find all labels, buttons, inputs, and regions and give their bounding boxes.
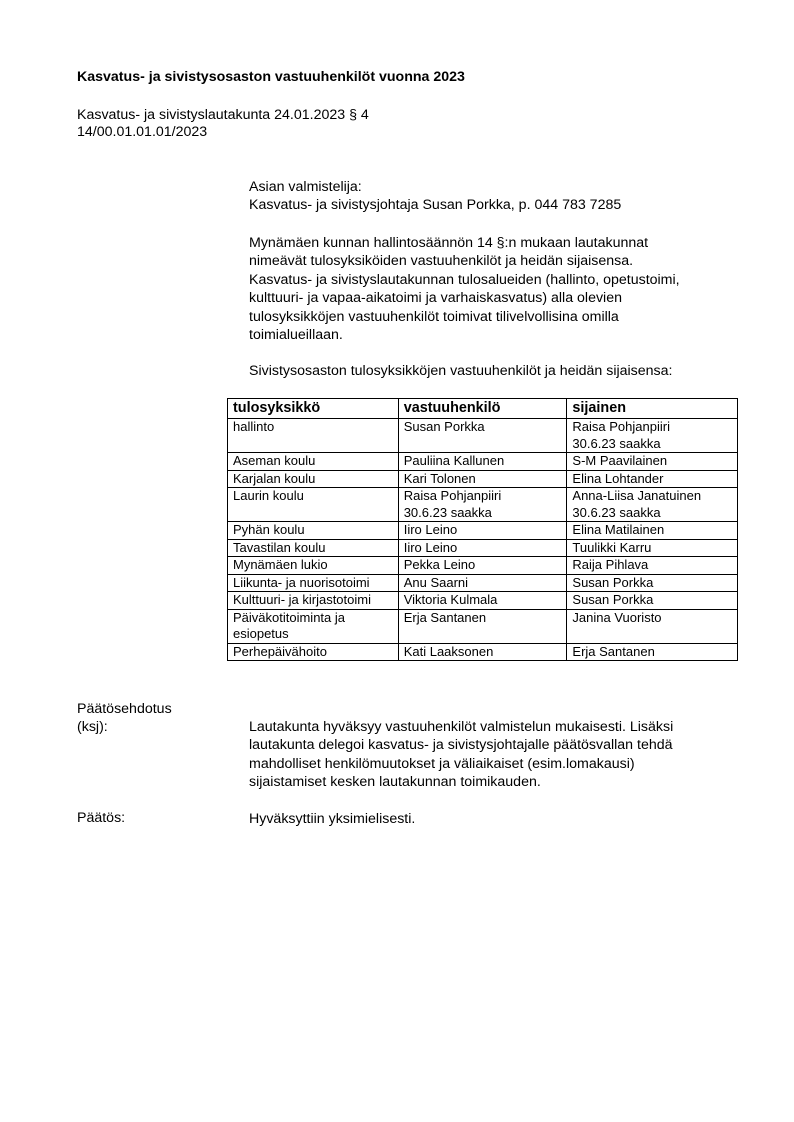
proposal-line: mahdolliset henkilömuutokset ja väliaikaiset (esim.lomakausi) <box>249 755 635 772</box>
table-row <box>228 488 738 522</box>
cell-unit <box>228 574 399 592</box>
cell-unit <box>228 609 399 643</box>
cell-substitute-line: Tuulikki Karru <box>572 539 652 555</box>
cell-substitute <box>567 488 738 522</box>
cell-responsible <box>398 470 567 488</box>
cell-substitute-line: S-M Paavilainen <box>572 453 668 468</box>
cell-unit <box>228 557 399 575</box>
cell-responsible-line: Raisa Pohjanpiiri <box>403 488 502 503</box>
cell-responsible-line: Susan Porkka <box>403 419 485 434</box>
cell-responsible-line: 30.6.23 saakka <box>403 504 492 520</box>
cell-responsible-line: Kari Tolonen <box>403 470 476 486</box>
cell-responsible-line: Viktoria Kulmala <box>403 592 498 607</box>
decision-label: Päätös: <box>77 810 126 826</box>
proposal-label <box>77 700 172 737</box>
cell-responsible-line: Iiro Leino <box>403 522 458 537</box>
preparer-label: Asian valmistelija: <box>249 179 362 195</box>
cell-unit-line: esiopetus <box>233 626 289 641</box>
cell-responsible-line: Erja Santanen <box>403 609 487 625</box>
cell-substitute <box>567 453 738 471</box>
cell-unit-line: Kulttuuri- ja kirjastotoimi <box>233 592 371 607</box>
cell-substitute <box>567 609 738 643</box>
cell-unit-line: Liikunta- ja nuorisotoimi <box>233 574 370 590</box>
table-row <box>228 557 738 575</box>
table-header-row <box>228 399 738 419</box>
cell-substitute-line: Elina Lohtander <box>572 470 664 486</box>
cell-unit-line: Tavastilan koulu <box>233 539 326 555</box>
responsibility-table <box>227 398 738 661</box>
cell-unit-line: Pyhän koulu <box>233 522 305 537</box>
cell-substitute-line: Susan Porkka <box>572 574 654 590</box>
cell-substitute-line: Erja Santanen <box>572 643 655 659</box>
cell-unit <box>228 522 399 540</box>
cell-responsible <box>398 557 567 575</box>
cell-unit <box>228 470 399 488</box>
cell-substitute-line: Susan Porkka <box>572 592 654 607</box>
cell-substitute-line: Raisa Pohjanpiiri <box>572 419 670 434</box>
cell-unit <box>228 419 399 453</box>
cell-substitute <box>567 592 738 610</box>
cell-unit <box>228 453 399 471</box>
table-row <box>228 470 738 488</box>
table-caption-text: Sivistysosaston tulosyksikköjen vastuuhenkilöt ja heidän sijaisensa: <box>249 363 673 379</box>
cell-unit-line: Perhepäivähoito <box>233 643 327 659</box>
cell-substitute <box>567 574 738 592</box>
table-row <box>228 609 738 643</box>
header-unit: tulosyksikkö <box>228 399 399 419</box>
intro-line: nimeävät tulosyksiköiden vastuuhenkilöt ja heidän sijaisensa. <box>249 253 634 270</box>
proposal-label-line1: Päätösehdotus <box>77 701 172 717</box>
meeting-line: Kasvatus- ja sivistyslautakunta 24.01.2023 § 4 <box>77 107 369 123</box>
intro-line: toimialueillaan. <box>249 327 343 344</box>
table-row <box>228 539 738 557</box>
intro-line: Mynämäen kunnan hallintosäännön 14 §:n mukaan lautakunnat <box>249 235 649 251</box>
cell-unit-line: Mynämäen lukio <box>233 557 328 572</box>
cell-substitute <box>567 643 738 661</box>
intro-paragraph <box>249 234 680 344</box>
cell-responsible-line: Anu Saarni <box>403 574 469 590</box>
cell-substitute-line: 30.6.23 saakka <box>572 504 661 520</box>
proposal-line: sijaistamiset kesken lautakunnan toimikauden. <box>249 774 541 791</box>
cell-responsible <box>398 609 567 643</box>
cell-unit-line: hallinto <box>233 419 275 434</box>
intro-line: tulosyksikköjen vastuuhenkilöt toimivat tilivelvollisina omilla <box>249 308 619 325</box>
proposal-line: lautakunta delegoi kasvatus- ja sivistysjohtajalle päätösvallan tehdä <box>249 737 673 754</box>
table-caption <box>249 362 673 380</box>
intro-line: Kasvatus- ja sivistyslautakunnan tulosalueiden (hallinto, opetustoimi, <box>249 271 680 288</box>
cell-substitute <box>567 557 738 575</box>
cell-unit-line: Päiväkotitoiminta ja <box>233 609 345 625</box>
table-body <box>228 419 738 661</box>
cell-unit-line: Karjalan koulu <box>233 470 316 486</box>
record-number: 14/00.01.01.01/2023 <box>77 124 208 140</box>
cell-responsible <box>398 574 567 592</box>
table-row <box>228 592 738 610</box>
cell-responsible <box>398 643 567 661</box>
cell-responsible <box>398 539 567 557</box>
cell-unit <box>228 592 399 610</box>
table-row <box>228 643 738 661</box>
document-title: Kasvatus- ja sivistysosaston vastuuhenkilöt vuonna 2023 <box>77 69 465 85</box>
cell-substitute-line: 30.6.23 saakka <box>572 435 661 451</box>
cell-substitute <box>567 522 738 540</box>
table-row <box>228 522 738 540</box>
decision-text <box>249 810 415 828</box>
header-substitute: sijainen <box>567 399 738 419</box>
decision-text-value: Hyväksyttiin yksimielisesti. <box>249 811 416 827</box>
cell-substitute <box>567 419 738 453</box>
cell-unit-line: Laurin koulu <box>233 488 304 503</box>
cell-responsible-line: Pauliina Kallunen <box>403 453 505 468</box>
cell-substitute <box>567 539 738 557</box>
cell-unit <box>228 488 399 522</box>
proposal-line: Lautakunta hyväksyy vastuuhenkilöt valmistelun mukaisesti. Lisäksi <box>249 719 674 735</box>
preparer-section <box>249 178 621 215</box>
cell-responsible <box>398 419 567 453</box>
cell-substitute <box>567 470 738 488</box>
cell-substitute-line: Elina Matilainen <box>572 522 665 537</box>
cell-unit-line: Aseman koulu <box>233 453 316 468</box>
cell-responsible <box>398 488 567 522</box>
proposal-label-line2: (ksj): <box>77 719 108 736</box>
cell-unit <box>228 643 399 661</box>
cell-substitute-line: Janina Vuoristo <box>572 609 662 625</box>
cell-unit <box>228 539 399 557</box>
cell-responsible <box>398 522 567 540</box>
cell-responsible-line: Iiro Leino <box>403 539 458 555</box>
cell-substitute-line: Anna-Liisa Janatuinen <box>572 488 702 503</box>
table-row <box>228 574 738 592</box>
table-row <box>228 453 738 471</box>
table-row <box>228 419 738 453</box>
proposal-text <box>249 718 673 792</box>
header-responsible: vastuuhenkilö <box>398 399 567 419</box>
preparer-name: Kasvatus- ja sivistysjohtaja Susan Porkka, p. 044 783 7285 <box>249 197 622 214</box>
cell-responsible <box>398 453 567 471</box>
intro-line: kulttuuri- ja vapaa-aikatoimi ja varhaiskasvatus) alla olevien <box>249 290 622 307</box>
cell-responsible-line: Kati Laaksonen <box>403 643 494 659</box>
cell-responsible <box>398 592 567 610</box>
cell-responsible-line: Pekka Leino <box>403 557 476 572</box>
cell-substitute-line: Raija Pihlava <box>572 557 649 572</box>
